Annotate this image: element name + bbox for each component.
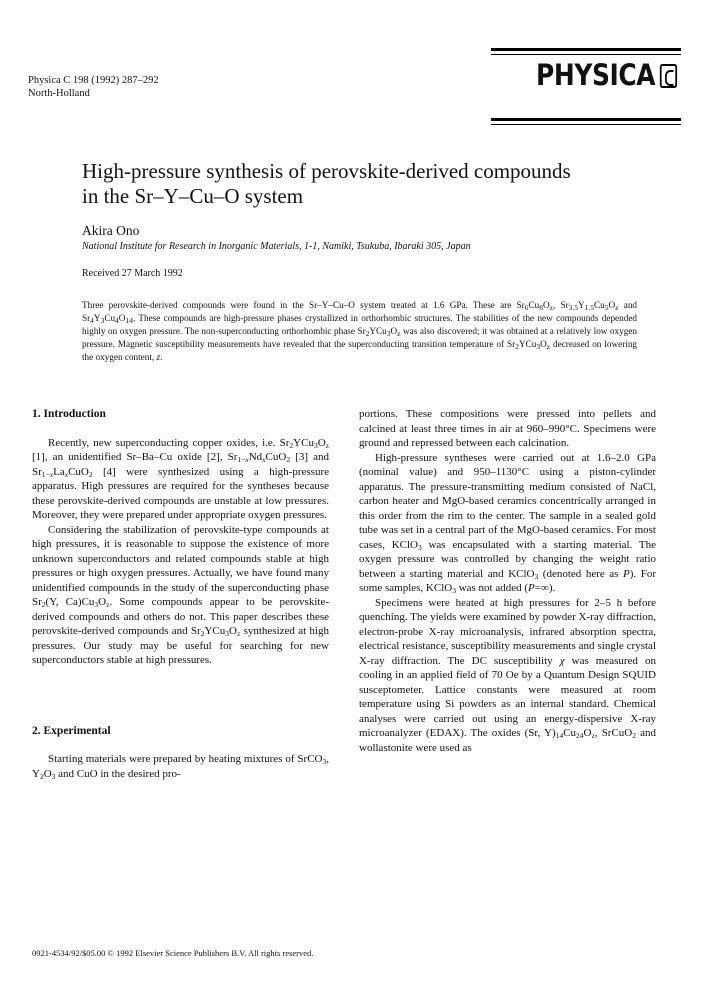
author-affiliation: National Institute for Research in Inorganic Materials, 1-1, Namiki, Tsukuba, Ibaraki 305, Japan <box>82 241 471 252</box>
title-line-1: High-pressure synthesis of perovskite-derived compounds <box>82 159 571 183</box>
masthead-rule-bottom <box>491 118 681 121</box>
left-column <box>32 407 329 781</box>
logo-text: PHYSICA <box>535 58 655 92</box>
introduction-paragraph-2: Considering the stabilization of perovskite-type compounds at high pressures, it is reasonable to suppose the existence of more unknown superconductors and related compounds stable at high pressures or high oxygen pressures. Actually, we have found many unidentified compounds in the study of the superconducting phase $Sr_2(Y$, $Ca)Cu_3O_z$. Some compounds appear to be perovskite-derived compounds and others do not. This paper describes these perovskite-derived compounds and $Sr_2YCu_3O_z$ synthesized at high pressures. Our study may be useful for searching for new superconductors stable at high pressures. <box>32 523 329 666</box>
physica-logo <box>536 58 677 92</box>
experimental-paragraph-2: High-pressure syntheses were carried out at 1.6–2.0 GPa (nominal value) and 950–1130°C using a piston-cylinder apparatus. The pressure-transmitting medium consisted of NaCl, carbon heater and MgO-based ceramics concentrically arranged in this order from the rim to the center. The sample in a sealed gold tube was set in a central part of the MgO-based ceramics. For most cases, KClO$_3$ was encapsulated with a starting material. The oxygen pressure was controlled by changing the weight ratio between a starting material and KClO$_3$ (denoted here as P). For some samples, KClO$_3$ was not added (P=∞). <box>359 451 656 595</box>
publisher: North-Holland <box>28 88 90 99</box>
received-date: Received 27 March 1992 <box>82 268 183 279</box>
masthead-rule-bottom-thin <box>491 124 681 125</box>
introduction-heading: 1. Introduction <box>32 408 106 420</box>
abstract: Three perovskite-derived compounds were found in the Sr–Y–Cu–O system treated at 1.6 GPa. These are $Sr_6Cu_8O_z$, $Sr_{3.5}Y_{1.5}Cu_5O_z$ and $Sr_4Y_3Cu_4O_{14}$. These compounds are high-pressure phases crystallized in orthorhombic structures. The stabilities of the new compounds depended highly on oxygen pressure. The non-superconducting orthorhombic phase $Sr_2YCu_3O_z$ was also discovered; it was obtained at a relatively low oxygen pressure. Magnetic susceptibility measurements have revealed that the superconducting transition temperature of $Sr_2YCu_3O_z$ decreased on lowering the oxygen content, z. <box>82 300 638 362</box>
masthead-rule-top-thin <box>491 54 681 55</box>
experimental-paragraph-1-cont: portions. These compositions were pressed into pellets and calcined at least three times in air at 960–990°C. Specimens were ground and repressed between each calcination. <box>359 408 656 449</box>
title-line-2: in the Sr–Y–Cu–O system <box>82 184 304 208</box>
author-name: Akira Ono <box>82 223 140 238</box>
journal-masthead <box>491 48 681 130</box>
introduction-paragraph-1: Recently, new superconducting copper oxides, i.e. $Sr_2YCu_3O_z$ [1], an unidentified Sr–Ba–Cu oxide [2], $Sr_{1-x}Nd_xCuO_2$ [3] and $Sr_{1-x}La_xCuO_2$ [4] were synthesized using a high-pressure apparatus. High pressures are required for the syntheses because these perovskite-derived compounds are unstable at low pressures. Moreover, they were prepared under appropriate oxygen pressures. <box>32 436 329 521</box>
logo-c-icon <box>660 64 677 88</box>
copyright-footer: 0921-4534/92/$05.00 © 1992 Elsevier Science Publishers B.V. All rights reserved. <box>32 948 314 958</box>
article-title <box>82 159 642 209</box>
experimental-heading: 2. Experimental <box>32 724 111 737</box>
experimental-paragraph-3: Specimens were heated at high pressures for 2–5 h before quenching. The yields were examined by powder X-ray diffraction, electron-probe X-ray microanalysis, infrared absorption spectra, electrical resistance, susceptibility measurements and single crystal X-ray diffraction. The DC susceptibility χ was measured on cooling in an applied field of 70 Oe by a Quantum Design SQUID susceptometer. Lattice constants were measured at room temperature using Si powders as an internal standard. Chemical analyses were carried out using an energy-dispersive X-ray microanalyzer (EDAX). The oxides (Sr, $Y)_{14}Cu_{24}O_z$, SrCuO$_2$ and wollastonite were used as <box>359 596 657 754</box>
journal-reference <box>28 74 159 100</box>
experimental-paragraph-1: Starting materials were prepared by heating mixtures of SrCO$_3$, $Y_2O_3$ and CuO in the desired pro- <box>32 753 329 781</box>
right-column <box>359 407 656 755</box>
masthead-rule-top <box>491 48 681 51</box>
journal-citation: Physica C 198 (1992) 287–292 <box>28 75 159 86</box>
